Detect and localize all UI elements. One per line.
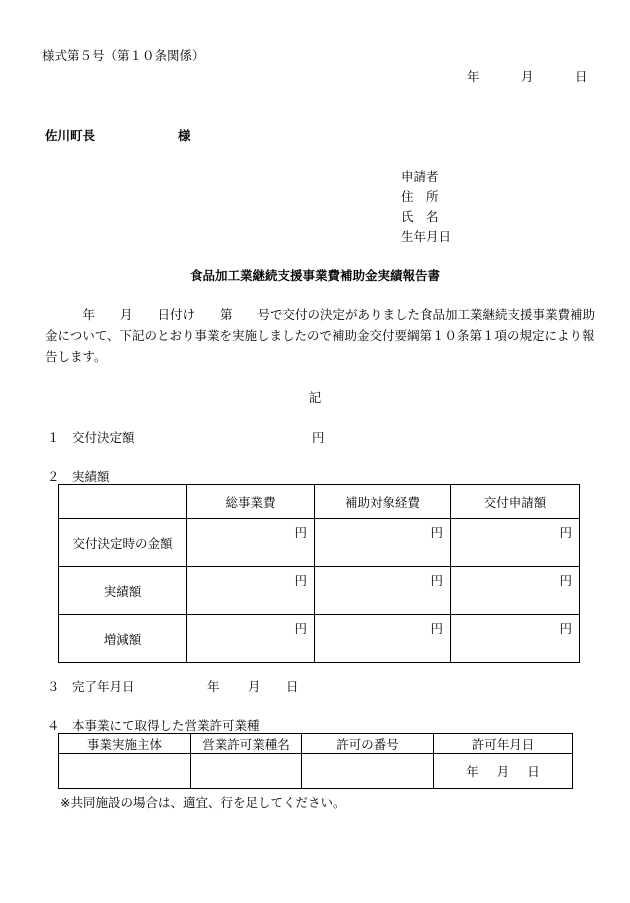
applicant-name-label: 氏 名 bbox=[401, 209, 439, 224]
completion-day-label: 日 bbox=[286, 679, 299, 694]
item4-label: ４ 本事業にて取得した営業許可業種 bbox=[47, 718, 260, 733]
operator-cell[interactable] bbox=[59, 754, 191, 789]
body-text: 年 月 日付け 第 号で交付の決定がありました食品加工業継続支援事業費補助金について、下記のとおり事業を実施しましたので補助金交付要綱第１０条第１項の規定により報告します。 bbox=[45, 307, 596, 364]
footnote: ※共同施設の場合は、適宜、行を足してください。 bbox=[60, 795, 346, 810]
completion-year-label: 年 bbox=[207, 679, 220, 694]
table-row bbox=[59, 615, 580, 663]
header-operator: 事業実施主体 bbox=[59, 734, 191, 754]
item3-label: ３ 完了年月日 bbox=[47, 679, 135, 694]
addressee-honorific: 様 bbox=[178, 128, 191, 143]
completion-month-label: 月 bbox=[248, 679, 261, 694]
date-day-label: 日 bbox=[575, 69, 588, 84]
results-table bbox=[58, 484, 580, 663]
results-table-header bbox=[59, 485, 580, 519]
license-type-cell[interactable] bbox=[191, 754, 302, 789]
header-license-type: 営業許可業種名 bbox=[191, 734, 302, 754]
header-license-number: 許可の番号 bbox=[302, 734, 434, 754]
table-row bbox=[59, 567, 580, 615]
amount-cell[interactable]: 円 bbox=[187, 615, 315, 663]
document-title: 食品加工業継続支援事業費補助金実績報告書 bbox=[189, 268, 440, 283]
addressee-name: 佐川町長 bbox=[45, 128, 96, 143]
applicant-dob-label: 生年月日 bbox=[401, 229, 452, 244]
license-table-header bbox=[59, 734, 573, 754]
table-row bbox=[59, 754, 573, 789]
table-row bbox=[59, 519, 580, 567]
license-date-cell[interactable] bbox=[434, 754, 573, 789]
row-label: 実績額 bbox=[59, 567, 187, 615]
license-day-label: 日 bbox=[527, 764, 540, 779]
date-year-label: 年 bbox=[467, 69, 480, 84]
license-table bbox=[58, 733, 573, 789]
header-total-cost: 総事業費 bbox=[187, 485, 315, 519]
applicant-title: 申請者 bbox=[401, 169, 439, 184]
item2-label: ２ 実績額 bbox=[47, 469, 110, 484]
row-label: 交付決定時の金額 bbox=[59, 519, 187, 567]
ki-heading: 記 bbox=[308, 390, 322, 405]
amount-cell[interactable]: 円 bbox=[315, 567, 451, 615]
license-month-label: 月 bbox=[496, 764, 510, 779]
amount-cell[interactable]: 円 bbox=[315, 615, 451, 663]
header-blank-cell bbox=[59, 485, 187, 519]
date-month-label: 月 bbox=[521, 69, 534, 84]
amount-cell[interactable]: 円 bbox=[187, 567, 315, 615]
amount-cell[interactable]: 円 bbox=[187, 519, 315, 567]
license-number-cell[interactable] bbox=[302, 754, 434, 789]
item1-label: １ 交付決定額 bbox=[47, 430, 135, 445]
amount-cell[interactable]: 円 bbox=[451, 567, 580, 615]
form-number: 様式第５号（第１０条関係） bbox=[42, 48, 205, 63]
header-eligible-cost: 補助対象経費 bbox=[315, 485, 451, 519]
amount-cell[interactable]: 円 bbox=[315, 519, 451, 567]
amount-cell[interactable]: 円 bbox=[451, 519, 580, 567]
license-year-label: 年 bbox=[466, 764, 479, 779]
applicant-address-label: 住 所 bbox=[401, 189, 439, 204]
header-applied-amount: 交付申請額 bbox=[451, 485, 580, 519]
row-label: 増減額 bbox=[59, 615, 187, 663]
item1-unit: 円 bbox=[312, 430, 325, 445]
amount-cell[interactable]: 円 bbox=[451, 615, 580, 663]
header-license-date: 許可年月日 bbox=[434, 734, 573, 754]
